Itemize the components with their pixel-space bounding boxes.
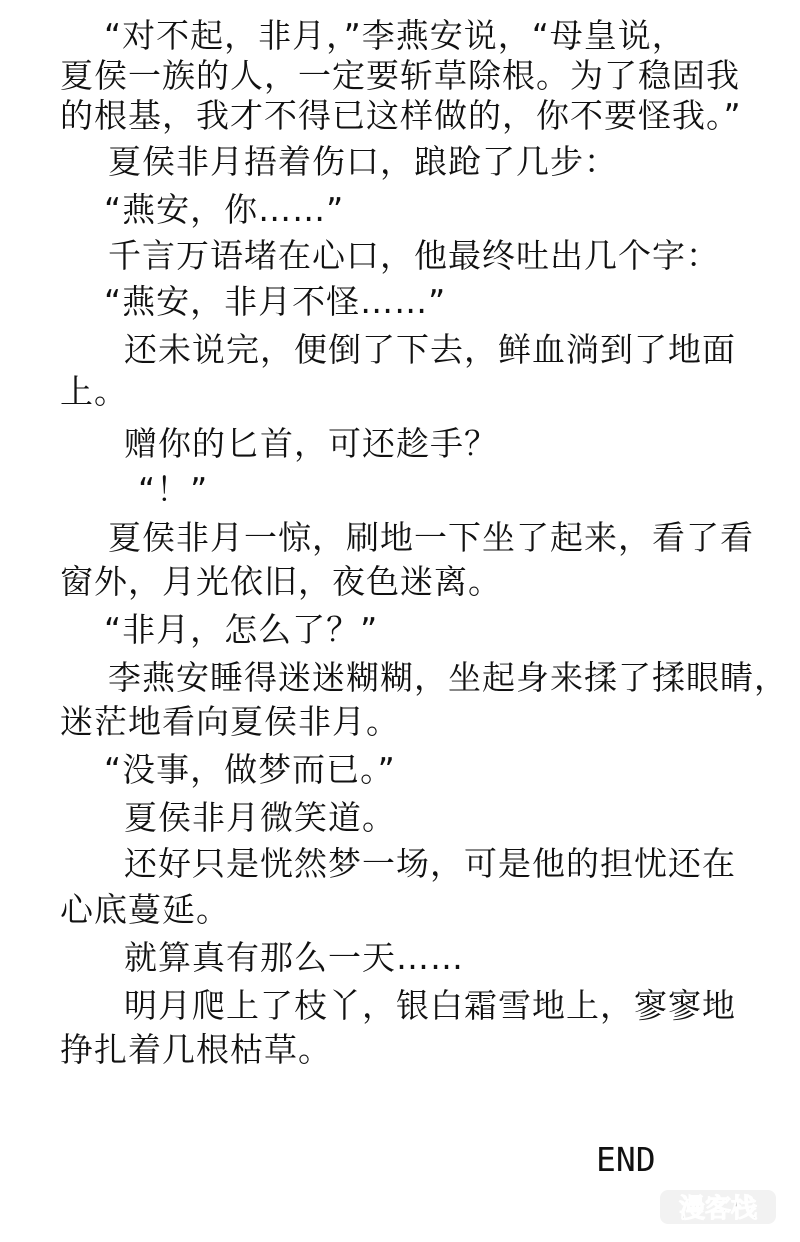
text-line: 李燕安睡得迷迷糊糊，坐起身来揉了揉眼睛， <box>108 658 788 697</box>
text-line: 夏侯一族的人，一定要斩草除根。为了稳固我 <box>60 56 740 95</box>
text-line: “燕安，你……” <box>104 190 345 229</box>
text-line: 夏侯非月微笑道。 <box>124 798 396 837</box>
text-line: 上。 <box>60 372 128 411</box>
text-line: 迷茫地看向夏侯非月。 <box>60 702 400 741</box>
text-line: 明月爬上了枝丫，银白霜雪地上，寥寥地 <box>124 986 736 1025</box>
text-line: 还好只是恍然梦一场，可是他的担忧还在 <box>124 844 736 883</box>
watermark-text: 漫客栈 <box>678 1194 758 1224</box>
text-line: 的根基，我才不得已这样做的，你不要怪我。” <box>60 96 742 135</box>
text-line: “非月，怎么了？” <box>104 610 379 649</box>
text-line: 窗外，月光依旧，夜色迷离。 <box>60 562 502 601</box>
text-line: 夏侯非月捂着伤口，踉跄了几步： <box>108 142 618 181</box>
text-line: “！” <box>138 470 209 509</box>
text-line: 夏侯非月一惊，刷地一下坐了起来，看了看 <box>108 518 754 557</box>
text-line: “对不起，非月，”李燕安说，“母皇说， <box>104 16 686 55</box>
end-label: END <box>596 1140 656 1179</box>
text-line: 还未说完，便倒了下去，鲜血淌到了地面 <box>124 330 736 369</box>
text-line: 心底蔓延。 <box>60 890 230 929</box>
watermark-logo-icon <box>658 1184 778 1230</box>
text-line: 就算真有那么一天…… <box>124 938 464 977</box>
text-line: 挣扎着几根枯草。 <box>60 1030 332 1069</box>
text-line: 千言万语堵在心口，他最终吐出几个字： <box>108 236 720 275</box>
text-line: “燕安，非月不怪……” <box>104 282 447 321</box>
text-line: “没事，做梦而已。” <box>104 750 396 789</box>
text-line: 赠你的匕首，可还趁手？ <box>124 424 498 463</box>
